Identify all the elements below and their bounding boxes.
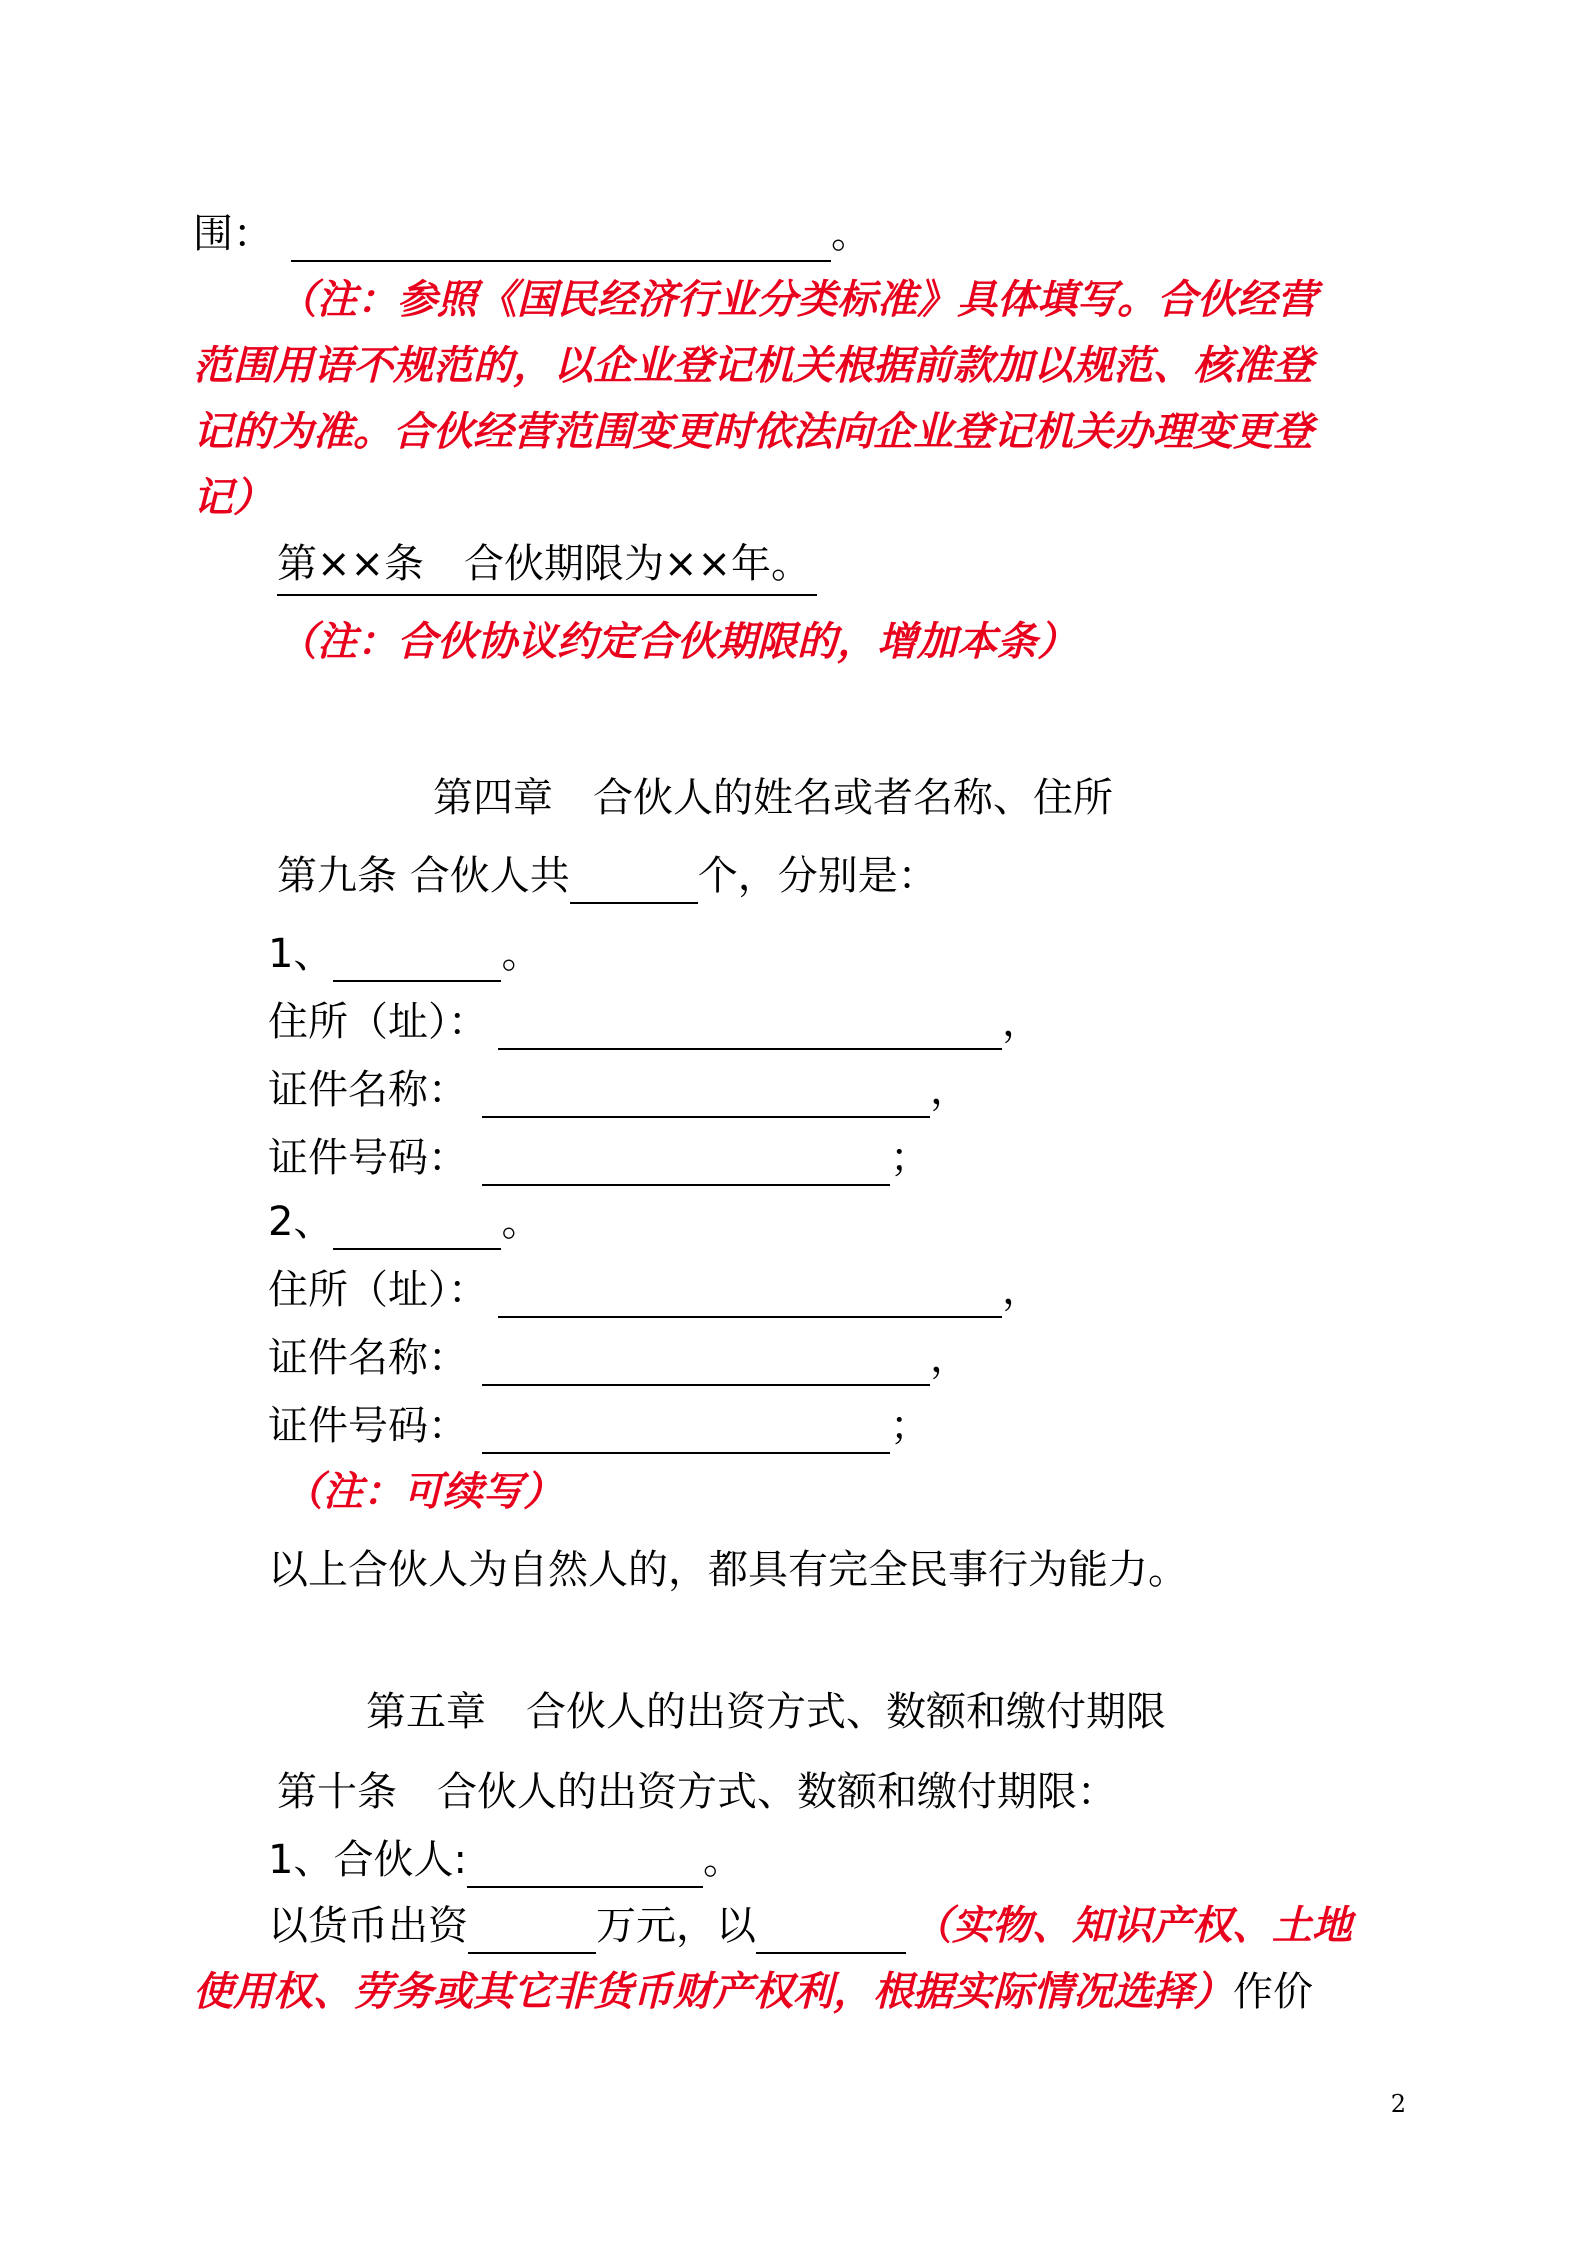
article9-suffix: 个，分别是： xyxy=(697,853,938,899)
partner1-address-blank[interactable] xyxy=(498,1004,1002,1050)
partner2-address-label: 住所（址）： xyxy=(268,1267,488,1313)
term-article-underlined xyxy=(277,536,817,596)
term-article-text: 合伙期限为××年。 xyxy=(464,541,812,587)
note-continue: （注：可续写） xyxy=(283,1469,563,1515)
scope-line xyxy=(193,206,871,262)
contrib-type-note-2: 使用权、劳务或其它非货币财产权利，根据实际情况选择） xyxy=(193,1969,1233,2015)
partner2-address-blank[interactable] xyxy=(498,1272,1002,1318)
partner2-idno-line xyxy=(268,1398,930,1454)
page-number: 2 xyxy=(1390,2090,1406,2118)
partner2-idname-end: ， xyxy=(930,1335,970,1381)
note-scope-line-4: 记） xyxy=(193,475,273,521)
note-scope-line-3: 记的为准。合伙经营范围变更时依法向企业登记机关办理变更登 xyxy=(193,409,1313,455)
partner1-name-end: 。 xyxy=(501,931,542,977)
partner2-idname-line xyxy=(268,1330,970,1386)
article10-text: 合伙人的出资方式、数额和缴付期限： xyxy=(437,1769,1117,1815)
currency-amount-blank[interactable] xyxy=(468,1908,596,1954)
contrib-tail: 作价 xyxy=(1233,1969,1313,2015)
contrib-type-blank[interactable] xyxy=(756,1908,906,1954)
partner1-idname-end: ， xyxy=(930,1067,970,1113)
partner2-idno-blank[interactable] xyxy=(482,1408,890,1454)
article10 xyxy=(277,1764,1117,1820)
partner2-idno-label: 证件号码： xyxy=(268,1403,468,1449)
note-term: （注：合伙协议约定合伙期限的，增加本条） xyxy=(277,619,1077,665)
article9 xyxy=(277,848,938,904)
partner1-idname-blank[interactable] xyxy=(482,1072,930,1118)
note-scope-line-1: （注：参照《国民经济行业分类标准》具体填写。合伙经营 xyxy=(277,277,1317,323)
partner2-idname-blank[interactable] xyxy=(482,1340,930,1386)
partner1-idno-label: 证件号码： xyxy=(268,1135,468,1181)
partner2-num: 2、 xyxy=(268,1199,334,1245)
partner2-address-line xyxy=(268,1262,1042,1318)
partner2-idname-label: 证件名称： xyxy=(268,1335,468,1381)
partner2-idno-end: ； xyxy=(890,1403,930,1449)
contrib-partner-blank[interactable] xyxy=(467,1842,703,1888)
scope-blank[interactable] xyxy=(291,216,831,262)
chapter5-title: 合伙人的出资方式、数额和缴付期限 xyxy=(526,1689,1166,1735)
partner1-name-blank[interactable] xyxy=(333,936,501,982)
contrib-partner-line xyxy=(268,1832,743,1888)
chapter4-num: 第四章 xyxy=(433,775,553,821)
term-article-num: 第××条 xyxy=(277,541,425,587)
chapter4-title: 合伙人的姓名或者名称、住所 xyxy=(593,775,1113,821)
partner2-name-line xyxy=(268,1194,541,1250)
partner1-idno-blank[interactable] xyxy=(482,1140,890,1186)
partner1-address-label: 住所（址）： xyxy=(268,999,488,1045)
contrib-unit-label: 万元，以 xyxy=(596,1903,756,1949)
contrib-line-2 xyxy=(193,1964,1313,2020)
article9-prefix: 第九条 合伙人共 xyxy=(277,853,570,899)
partner1-idno-end: ； xyxy=(890,1135,930,1181)
partner1-address-line xyxy=(268,994,1042,1050)
contrib-partner-end: 。 xyxy=(702,1837,743,1883)
chapter4-heading xyxy=(433,770,1113,826)
partner2-name-blank[interactable] xyxy=(333,1204,501,1250)
term-article xyxy=(277,536,817,596)
contrib-currency-label: 以货币出资 xyxy=(268,1903,468,1949)
scope-label: 围： xyxy=(193,211,273,257)
contrib-line-1 xyxy=(268,1898,1352,1954)
partner1-idname-label: 证件名称： xyxy=(268,1067,468,1113)
partner-count-blank[interactable] xyxy=(570,858,698,904)
natural-person-statement: 以上合伙人为自然人的，都具有完全民事行为能力。 xyxy=(268,1547,1188,1593)
contrib-type-note-1: （实物、知识产权、土地 xyxy=(912,1903,1352,1949)
partner1-address-end: ， xyxy=(1002,999,1042,1045)
note-scope-line-2: 范围用语不规范的，以企业登记机关根据前款加以规范、核准登 xyxy=(193,343,1313,389)
chapter5-heading xyxy=(366,1684,1166,1740)
partner1-num: 1、 xyxy=(268,931,334,977)
partner2-address-end: ， xyxy=(1002,1267,1042,1313)
partner1-name-line xyxy=(268,926,541,982)
article10-num: 第十条 xyxy=(277,1769,397,1815)
scope-end: 。 xyxy=(831,211,871,257)
partner1-idname-line xyxy=(268,1062,970,1118)
partner2-name-end: 。 xyxy=(501,1199,542,1245)
chapter5-num: 第五章 xyxy=(366,1689,486,1735)
contrib-partner-label: 1、合伙人: xyxy=(268,1837,467,1883)
partner1-idno-line xyxy=(268,1130,930,1186)
